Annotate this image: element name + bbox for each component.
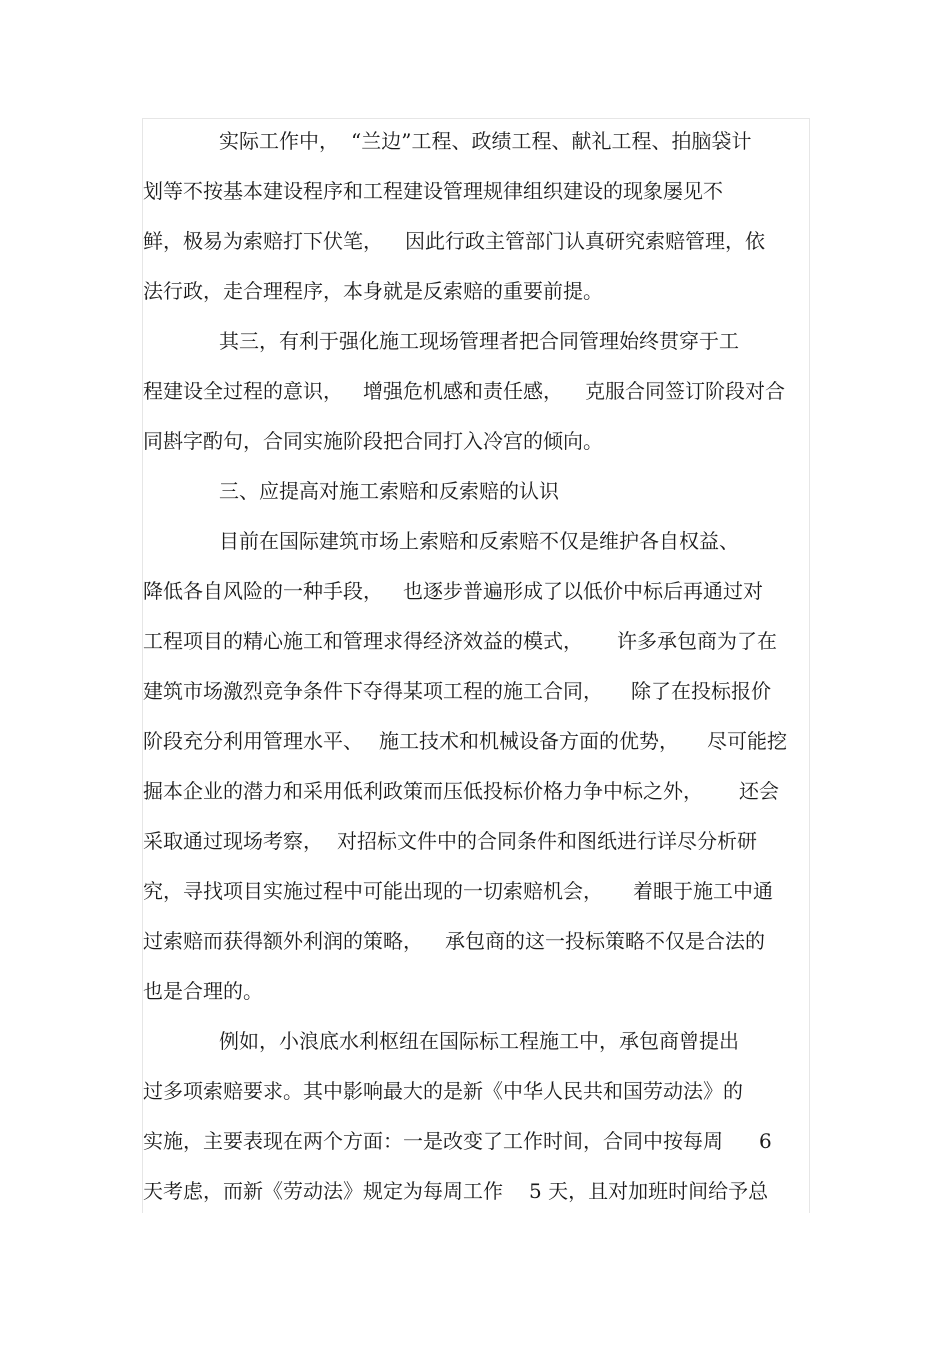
text-segment: 程建设全过程的意识， <box>143 379 343 403</box>
text-segment: 因此行政主管部门认真研究索赔管理，依 <box>405 229 765 253</box>
text-segment: 建筑市场激烈竞争条件下夺得某项工程的施工合同， <box>143 679 603 703</box>
paragraph-line-22 <box>143 1178 807 1204</box>
paragraph-line-9 <box>143 528 807 554</box>
text-segment: 实际工作中， <box>219 129 339 153</box>
text-segment: 三、应提高对施工索赔和反索赔的认识 <box>219 479 559 503</box>
text-segment: 例如，小浪底水利枢纽在国际标工程施工中，承包商曾提出 <box>219 1029 739 1053</box>
paragraph-line-5 <box>143 328 807 354</box>
text-segment: 同斟字酌句，合同实施阶段把合同打入冷宫的倾向。 <box>143 429 603 453</box>
paragraph-line-2 <box>143 178 807 204</box>
section-heading <box>143 478 807 504</box>
text-segment: 承包商的这一投标策略不仅是合法的 <box>445 929 765 953</box>
text-segment: 天考虑，而新《劳动法》规定为每周工作 <box>143 1179 503 1203</box>
paragraph-line-3 <box>143 228 807 254</box>
text-segment: 也逐步普遍形成了以低价中标后再通过对 <box>403 579 763 603</box>
text-segment: 其三，有利于强化施工现场管理者把合同管理始终贯穿于工 <box>219 329 739 353</box>
text-segment: 还会 <box>739 779 779 803</box>
text-segment: 过多项索赔要求。其中影响最大的是新《中华人民共和国劳动法》的 <box>143 1079 743 1103</box>
text-segment: 也是合理的。 <box>143 979 263 1003</box>
text-segment: 法行政，走合理程序，本身就是反索赔的重要前提。 <box>143 279 603 303</box>
paragraph-line-14 <box>143 778 807 804</box>
text-segment: 增强危机感和责任感， <box>363 379 563 403</box>
text-segment: 鲜，极易为索赔打下伏笔， <box>143 229 383 253</box>
text-segment: 降低各自风险的一种手段， <box>143 579 383 603</box>
paragraph-line-16 <box>143 878 807 904</box>
paragraph-line-20 <box>143 1078 807 1104</box>
paragraph-line-6 <box>143 378 807 404</box>
paragraph-line-11 <box>143 628 807 654</box>
paragraph-line-21 <box>143 1128 807 1154</box>
text-segment: 实施，主要表现在两个方面：一是改变了工作时间，合同中按每周 <box>143 1129 723 1153</box>
text-segment: 工程项目的精心施工和管理求得经济效益的模式， <box>143 629 583 653</box>
paragraph-line-10 <box>143 578 807 604</box>
paragraph-line-15 <box>143 828 807 854</box>
text-segment: 采取通过现场考察， <box>143 829 323 853</box>
text-segment: 目前在国际建筑市场上索赔和反索赔不仅是维护各自权益、 <box>219 529 739 553</box>
paragraph-line-18 <box>143 978 807 1004</box>
text-segment: 阶段充分利用管理水平、 <box>143 729 363 753</box>
text-segment: 克服合同签订阶段对合 <box>585 379 785 403</box>
text-segment: 划等不按基本建设程序和工程建设管理规律组织建设的现象屡见不 <box>143 179 723 203</box>
text-segment: 许多承包商为了在 <box>617 629 777 653</box>
text-segment: 对招标文件中的合同条件和图纸进行详尽分析研 <box>337 829 757 853</box>
paragraph-line-13 <box>143 728 807 754</box>
text-segment: 6 <box>759 1129 772 1153</box>
text-segment: 施工技术和机械设备方面的优势， <box>379 729 679 753</box>
text-segment: 掘本企业的潜力和采用低利政策而压低投标价格力争中标之外， <box>143 779 703 803</box>
text-segment: 尽可能挖 <box>707 729 787 753</box>
paragraph-line-12 <box>143 678 807 704</box>
paragraph-line-1 <box>143 128 807 154</box>
paragraph-line-19 <box>143 1028 807 1054</box>
text-segment: “兰边”工程、政绩工程、献礼工程、拍脑袋计 <box>351 129 752 153</box>
paragraph-line-17 <box>143 928 807 954</box>
text-segment: 着眼于施工中通 <box>633 879 773 903</box>
paragraph-line-4 <box>143 278 807 304</box>
text-segment: 过索赔而获得额外利润的策略， <box>143 929 423 953</box>
text-segment: 5 天，且对加班时间给予总 <box>529 1179 769 1203</box>
paragraph-line-7 <box>143 428 807 454</box>
text-segment: 究，寻找项目实施过程中可能出现的一切索赔机会， <box>143 879 603 903</box>
text-segment: 除了在投标报价 <box>631 679 771 703</box>
